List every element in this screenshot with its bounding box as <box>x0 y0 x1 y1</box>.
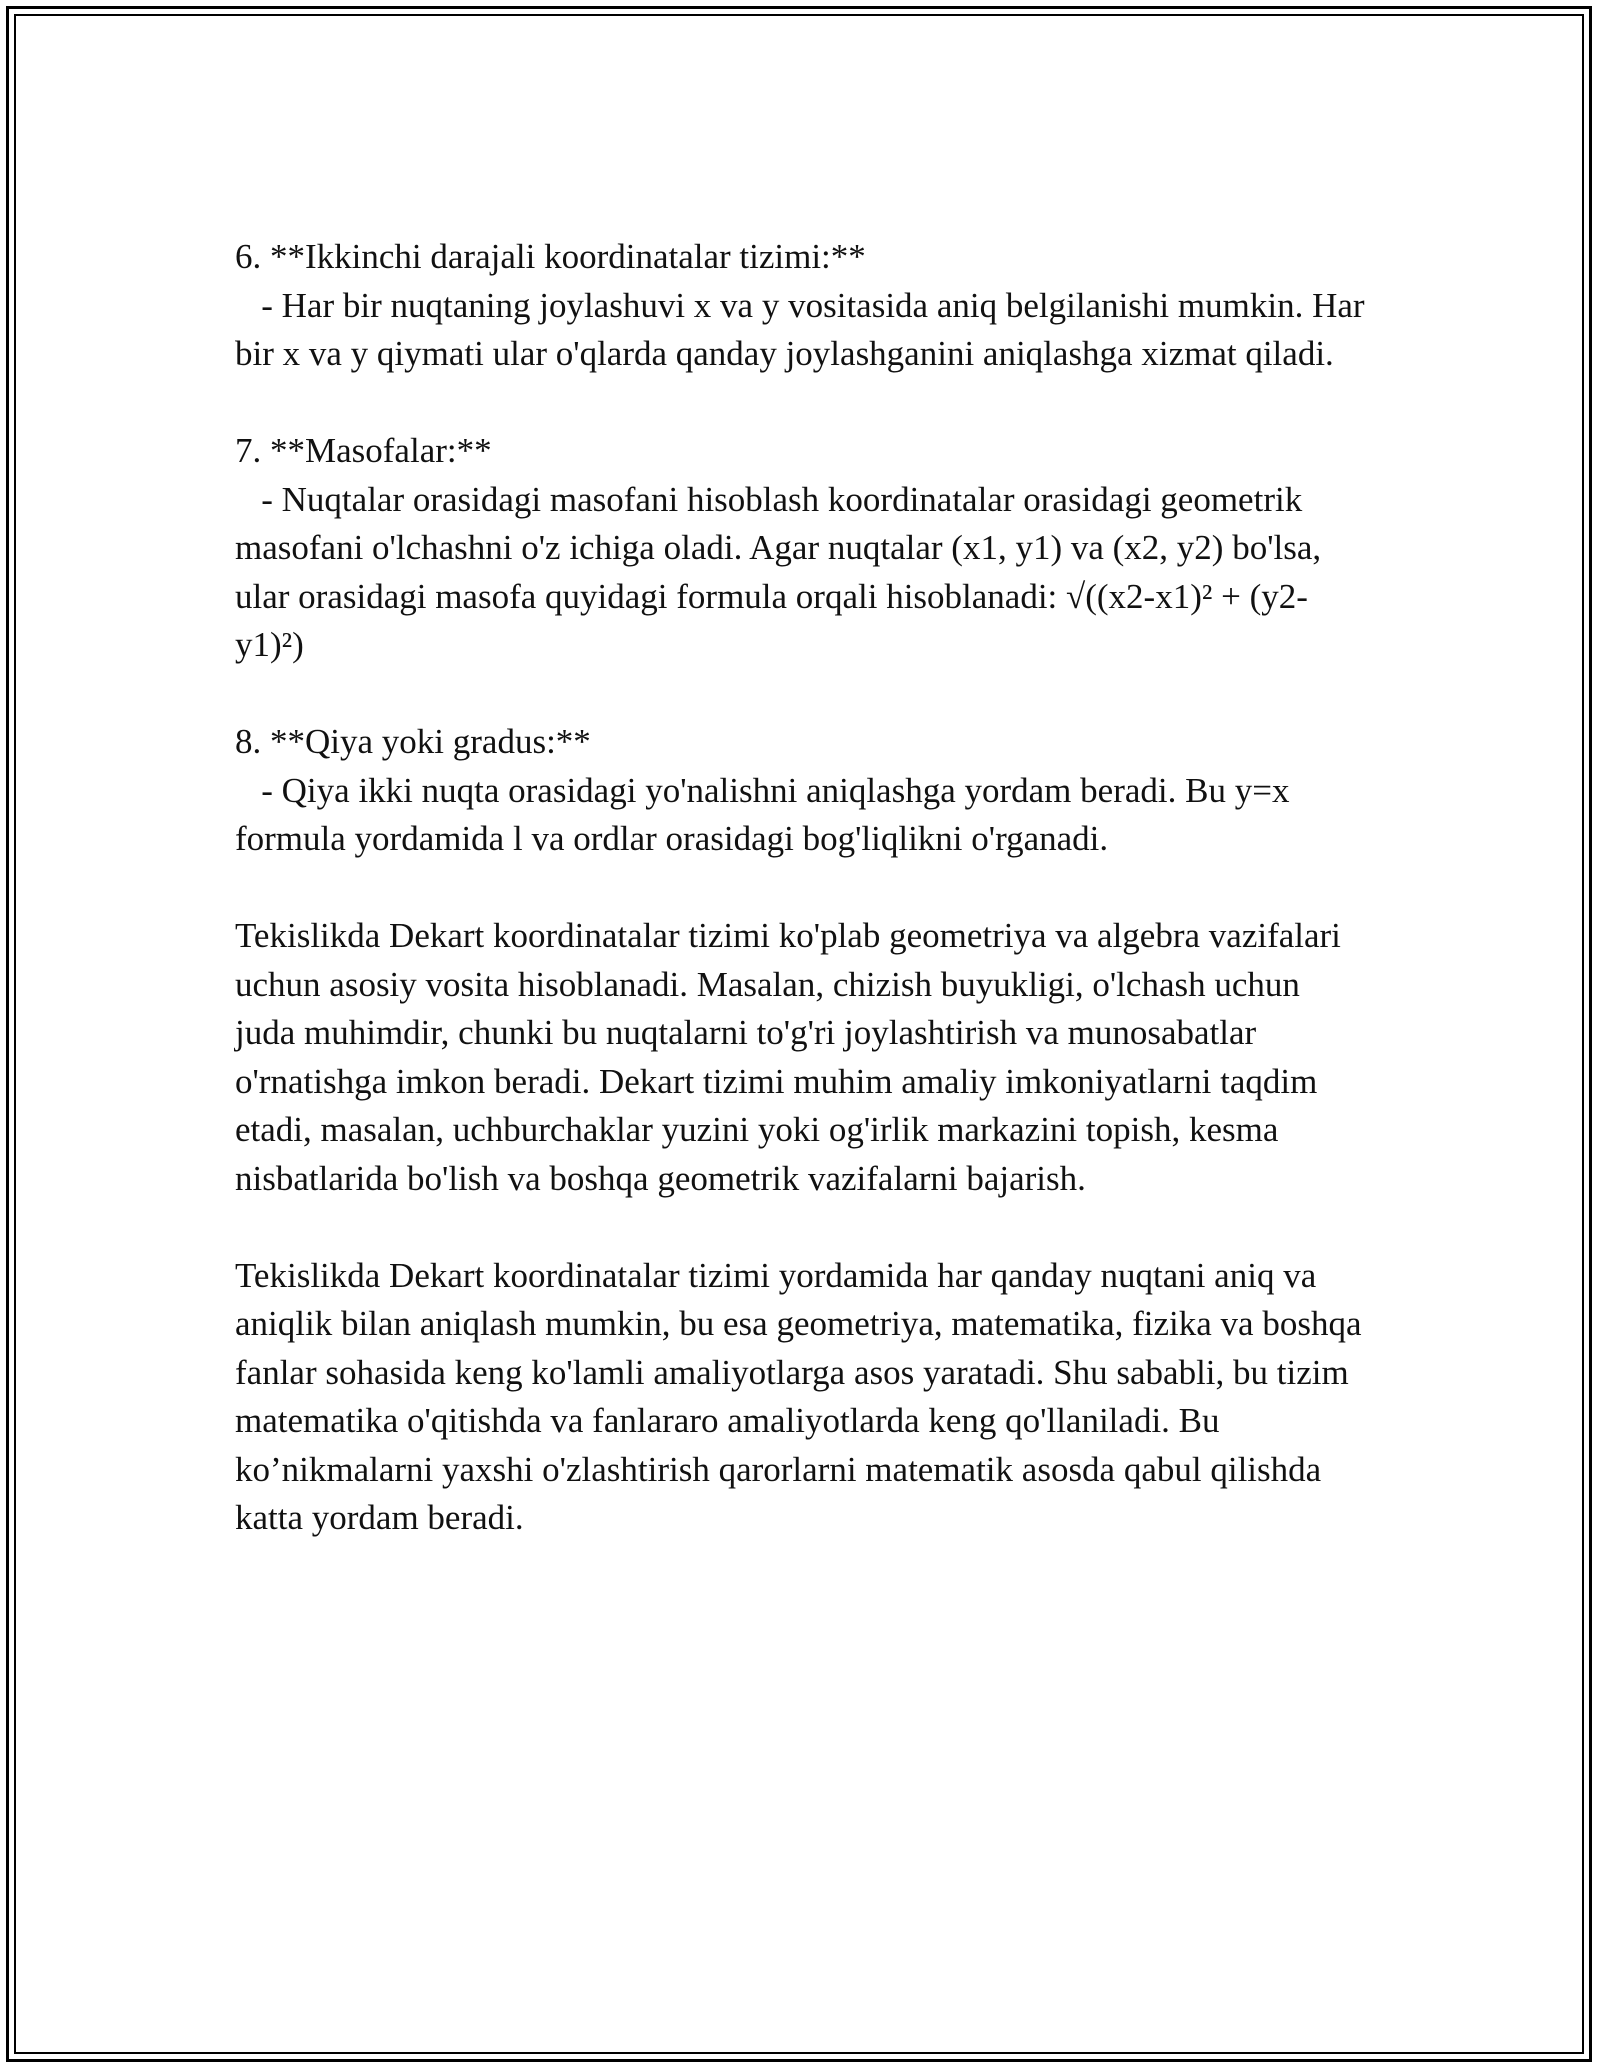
paragraph-gap <box>235 379 1365 428</box>
section-8-body: - Qiya ikki nuqta orasidagi yo'nalishni aniqlashga yordam beradi. Bu y=x formula yordamida l va ordlar orasidagi bog'liqlikni o'rganadi. <box>235 770 1299 858</box>
paragraph-1: Tekislikda Dekart koordinatalar tizimi ko'plab geometriya va algebra vazifalari uchun asosiy vosita hisoblanadi. Masalan, chizish buyukligi, o'lchash uchun juda muhimdir, chunki bu nuqtalarni to'g'ri joylashtirish va munosabatlar o'rnatishga imkon beradi. Dekart tizimi muhim amaliy imkoniyatlarni taqdim etadi, masalan, uchburchaklar yuzini yoki og'irlik markazini topish, kesma nisbatlarida bo'lish va boshqa geometrik vazifalarni bajarish. <box>235 916 1350 1198</box>
paragraph-gap <box>235 1203 1365 1252</box>
document-body <box>235 233 1374 1543</box>
section-8-heading: 8. **Qiya yoki gradus:** <box>235 722 591 761</box>
paragraph-gap <box>235 670 1365 719</box>
paragraph-gap <box>235 864 1365 913</box>
section-6-body: - Har bir nuqtaning joylashuvi x va y vositasida aniq belgilanishi mumkin. Har bir x va y qiymati ular o'qlarda qanday joylashganini aniqlashga xizmat qiladi. <box>235 285 1374 373</box>
section-6-heading: 6. **Ikkinchi darajali koordinatalar tizimi:** <box>235 237 866 276</box>
section-7-body: - Nuqtalar orasidagi masofani hisoblash koordinatalar orasidagi geometrik masofani o'lchashni o'z ichiga oladi. Agar nuqtalar (x1, y1) va (x2, y2) bo'lsa, ular orasidagi masofa quyidagi formula orqali hisoblanadi: √((x2-x1)² + (y2-y1)²) <box>235 479 1330 664</box>
paragraph-2: Tekislikda Dekart koordinatalar tizimi yordamida har qanday nuqtani aniq va aniqlik bilan aniqlash mumkin, bu esa geometriya, matematika, fizika va boshqa fanlar sohasida keng ko'lamli amaliyotlarga asos yaratadi. Shu sababli, bu tizim matematika o'qitishda va fanlararo amaliyotlarda keng qo'llaniladi. Bu ko’nikmalarni yaxshi o'zlashtirish qarorlarni matematik asosda qabul qilishda katta yordam beradi. <box>235 1255 1371 1537</box>
section-7-heading: 7. **Masofalar:** <box>235 431 492 470</box>
